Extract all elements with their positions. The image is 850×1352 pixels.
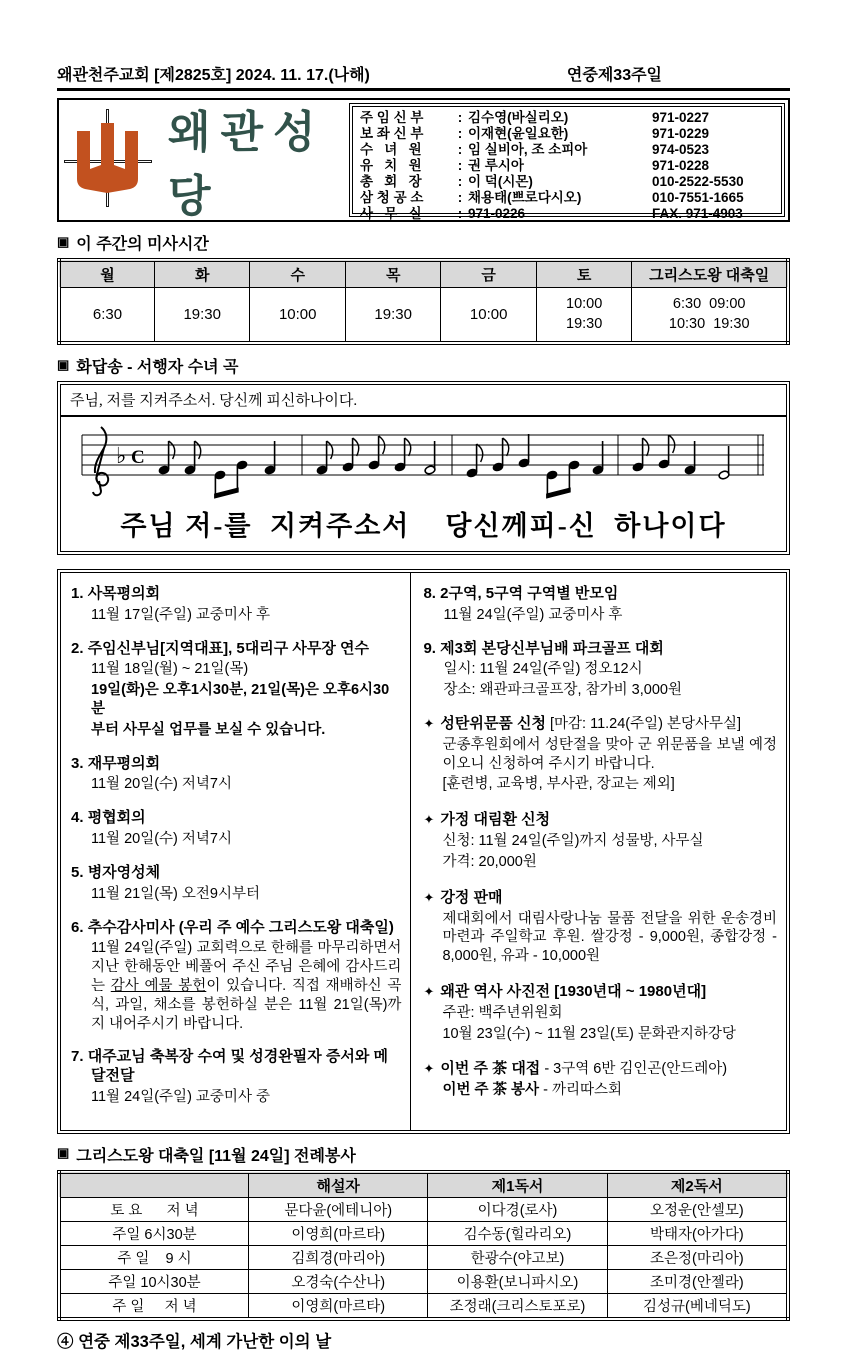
announcement-item-9 [423, 640, 777, 700]
tea-service-label: 이번 주 茶 봉사 [442, 1082, 540, 1099]
feast-time-1: 6:30 09:00 [672, 295, 746, 312]
item-number: 4. [71, 809, 84, 827]
mass-time-label: 토 요 저 녁 [59, 1197, 249, 1221]
feast-time-2: 10:30 19:30 [668, 316, 750, 333]
mass-table-header-row [59, 260, 788, 287]
contact-name: 권 루시아 [468, 157, 524, 173]
notice-bullet-icon: ✦ [423, 716, 435, 732]
crown-shape [77, 123, 138, 193]
mass-time-label: 주 일 저 녁 [59, 1293, 249, 1319]
notice-christmas-gifts [423, 715, 777, 794]
item-line: 11월 20일(수) 저녁7시 [91, 831, 233, 848]
mass-time-wed: 10:00 [250, 287, 345, 343]
contact-phone: 974-0523 [652, 141, 710, 157]
item-body [71, 939, 401, 1033]
contact-phone: 971-0227 [652, 110, 710, 125]
body-text: 11월 24일(주일) 교회력으로 한해를 마무리하면서 지난 한해동안 베풀어 주신 주님 은혜에 감사드리는 [91, 940, 402, 994]
common-time-icon: C [130, 447, 145, 468]
announcement-item-6 [71, 919, 401, 1034]
contact-phone: 010-7551-1665 [652, 189, 744, 205]
contact-name: 채용태(쁘로다시오) [468, 189, 582, 205]
item-line: 11월 18일(월) ~ 21일(목) [91, 661, 249, 678]
mass-time-label: 주일 6시30분 [59, 1221, 249, 1245]
table-row [59, 1269, 788, 1293]
notice-title-text: 성탄위문품 신청 [440, 715, 546, 733]
notice-title-text: 강정 판매 [440, 888, 503, 906]
contact-name: 김수영(바실리오) [468, 110, 569, 125]
item-number: 7. [71, 1048, 84, 1066]
contact-panel [349, 103, 785, 221]
contact-phone: 971-0228 [652, 157, 710, 173]
notice-line: [훈련병, 교육병, 부사관, 장교는 제외] [442, 776, 675, 793]
contact-row [360, 206, 774, 222]
body-text: 이 있습니다. 직접 재배하신 곡식, 과일, 채소를 봉헌하실 분은 11월 21일(목)까지 내어주시기 바랍니다. [91, 977, 402, 1032]
reader1-name: 한광수(야고보) [428, 1245, 607, 1269]
item-line: 11월 20일(수) 저녁7시 [91, 776, 233, 793]
contact-row [360, 190, 774, 206]
contact-label: 보 좌 신 부 [360, 125, 424, 141]
mass-col-fri: 금 [441, 260, 536, 287]
contact-separator: : [457, 189, 463, 205]
mass-time-mon: 6:30 [59, 287, 154, 343]
announcement-item-5 [71, 864, 401, 904]
parish-name: 왜관성당 [168, 108, 326, 221]
treble-clef-icon [93, 427, 108, 495]
table-row [59, 1293, 788, 1319]
mass-time-fri: 10:00 [441, 287, 536, 343]
contact-label: 사 무 실 [360, 205, 422, 221]
psalm-title: 화답송 - 서행자 수녀 곡 [76, 359, 239, 376]
item-number: 2. [71, 639, 84, 657]
notice-photo-exhibition [423, 983, 777, 1043]
announcement-item-1 [71, 585, 401, 625]
parish-header-box [57, 98, 790, 222]
sat-time-2: 19:30 [566, 316, 603, 333]
contact-separator: : [457, 110, 463, 125]
mass-time-sat [536, 287, 631, 343]
item-number: 1. [71, 585, 84, 602]
commentator-name: 문다윤(에테니아) [249, 1197, 428, 1221]
item-title: 사목평의회 [87, 585, 161, 602]
reader2-name: 조은정(마리아) [607, 1245, 788, 1269]
mass-col-thu: 목 [345, 260, 440, 287]
item-line-bold: 19일(화)은 오후1시30분, 21일(목)은 오후6시30분 [91, 682, 390, 718]
announcement-item-4 [71, 809, 401, 849]
bulletin-title: 왜관천주교회 [제2825호] 2024. 11. 17.(나해) [57, 67, 370, 84]
contact-label: 수 녀 원 [360, 141, 422, 157]
contact-name: 971-0226 [468, 205, 526, 221]
mass-schedule-title: 이 주간의 미사시간 [76, 236, 209, 253]
mass-col-tue: 화 [154, 260, 249, 287]
announcement-item-8 [423, 585, 777, 625]
notice-gangjeong-sale [423, 889, 777, 966]
sat-time-1: 10:00 [566, 295, 603, 312]
mass-time-label: 주 일 9 시 [59, 1245, 249, 1269]
contact-row [360, 126, 774, 142]
section-marker-icon: ▣ [57, 1145, 70, 1161]
contact-phone: 010-2522-5530 [652, 173, 744, 189]
item-number: 6. [71, 918, 84, 936]
liturgy-col-reader1: 제1독서 [428, 1172, 607, 1198]
notice-line: 제대회에서 대림사랑나눔 물품 전달을 위한 운송경비 마련과 주일학교 후원. 쌀강정 - 9,000원, 종합강정 - 8,000원, 유과 - 10,000원 [442, 910, 777, 965]
tea-host-label: 이번 주 茶 대접 [440, 1060, 541, 1078]
announcement-item-7 [71, 1048, 401, 1106]
reader1-name: 조정래(크리스토포로) [428, 1293, 607, 1319]
mass-time-tue: 19:30 [154, 287, 249, 343]
announcement-item-3 [71, 755, 401, 795]
contact-name: 임 실비아, 조 소피아 [468, 141, 588, 157]
mass-time-thu: 19:30 [345, 287, 440, 343]
parish-logo [62, 103, 349, 221]
notice-title-text: 왜관 역사 사진전 [1930년대 ~ 1980년대] [440, 983, 707, 1001]
liturgical-week: 연중제33주일 [566, 67, 662, 84]
contact-label: 총 회 장 [360, 173, 422, 189]
reader2-name: 박태자(아가다) [607, 1221, 788, 1245]
liturgy-table [57, 1170, 790, 1321]
body-underlined-text: 감사 예물 봉헌 [110, 977, 207, 994]
item-title: 대주교님 축복장 수여 및 성경완필자 증서와 메달전달 [87, 1048, 389, 1085]
reader2-name: 오정운(안셀모) [607, 1197, 788, 1221]
table-row [59, 1245, 788, 1269]
parish-logo-mark-icon [62, 109, 154, 212]
commentator-name: 오경숙(수산나) [249, 1269, 428, 1293]
tea-service-line [423, 1081, 777, 1100]
item-line-bold: 부터 사무실 업무를 보실 수 있습니다. [91, 721, 326, 738]
commentator-name: 이영희(마르타) [249, 1293, 428, 1319]
tea-service-value: - 까리따스회 [539, 1082, 622, 1099]
masthead [57, 62, 790, 91]
contact-separator: : [457, 141, 463, 157]
item-title: 추수감사미사 (우리 주 예수 그리스도왕 대축일) [87, 918, 394, 936]
liturgy-col-reader2: 제2독서 [607, 1172, 788, 1198]
contact-name: 이재현(윤일요한) [468, 125, 569, 141]
reader2-name: 조미경(안젤라) [607, 1269, 788, 1293]
item-title: 평협회의 [87, 809, 146, 827]
notice-bullet-icon: ✦ [423, 889, 435, 905]
footer-note: ④ 연중 제33주일, 세계 가난한 이의 날 [57, 1332, 332, 1351]
measure-3-notes [466, 434, 604, 498]
table-row [59, 1221, 788, 1245]
mass-time-label: 주일 10시30분 [59, 1269, 249, 1293]
notice-bullet-icon: ✦ [423, 1061, 435, 1077]
announcement-item-2 [71, 640, 401, 740]
contact-separator: : [457, 173, 463, 189]
commentator-name: 이영희(마르타) [249, 1221, 428, 1245]
notice-title-text: 가정 대림환 신청 [440, 811, 551, 829]
notice-line: 10월 23일(수) ~ 11월 23일(토) 문화관지하강당 [442, 1025, 736, 1042]
contact-row [360, 158, 774, 174]
item-number: 3. [71, 754, 84, 772]
item-line: 장소: 왜관파크골프장, 참가비 3,000원 [443, 682, 682, 699]
item-number: 9. [423, 639, 436, 657]
psalm-lyrics: 주님 저-를 지켜주소서 당신께피-신 하나이다 [120, 511, 727, 541]
mass-schedule-heading [57, 231, 790, 254]
item-title: 병자영성체 [87, 863, 161, 881]
notice-advent-wreath [423, 811, 777, 871]
item-number: 8. [423, 585, 436, 602]
notice-bullet-icon: ✦ [423, 812, 435, 828]
commentator-name: 김희경(마리아) [249, 1245, 428, 1269]
contact-row [360, 110, 774, 126]
notice-bullet-icon: ✦ [423, 984, 435, 1000]
reader1-name: 김수동(힐라리오) [428, 1221, 607, 1245]
mass-col-mon: 월 [59, 260, 154, 287]
mass-col-sat: 토 [536, 260, 631, 287]
item-line: 11월 24일(주일) 교중미사 후 [443, 606, 623, 623]
notice-line: 주관: 백주년위원회 [442, 1004, 563, 1021]
item-line: 일시: 11월 24일(주일) 정오12시 [443, 661, 643, 678]
music-staff [61, 417, 786, 504]
notice-line: 가격: 20,000원 [442, 853, 537, 870]
mass-table-times-row [59, 287, 788, 343]
flat-sign-icon: ♭ [115, 444, 126, 469]
measure-1-notes [158, 441, 276, 498]
psalm-response-text: 주님, 저를 지켜주소서. 당신께 피신하나이다. [61, 385, 786, 417]
item-title: 주임신부님[지역대표], 5대리구 사무장 연수 [87, 639, 370, 657]
psalm-heading [57, 354, 790, 377]
item-line: 11월 17일(주일) 교중미사 후 [91, 606, 270, 623]
item-title: 2구역, 5구역 구역별 반모임 [440, 585, 619, 602]
item-title: 재무평의회 [87, 754, 161, 772]
reader1-name: 이용환(보니파시오) [428, 1269, 607, 1293]
section-marker-icon: ▣ [57, 233, 70, 249]
table-row [59, 1197, 788, 1221]
mass-time-feast [632, 287, 788, 343]
notice-tea-service [423, 1060, 777, 1100]
reader2-name: 김성규(베네딕도) [607, 1293, 788, 1319]
contact-separator: : [457, 157, 463, 173]
announcements-left-column [61, 573, 410, 1130]
announcements-right-column [411, 573, 786, 1130]
contact-phone: FAX. 971-4903 [652, 205, 743, 221]
notice-line: 신청: 11월 24일(주일)까지 성물방, 사무실 [442, 833, 704, 850]
liturgy-col-time [59, 1172, 249, 1198]
notice-title-note: [마감: 11.24(주일) 본당사무실] [545, 716, 742, 733]
announcements-box [57, 569, 790, 1134]
contact-name: 이 덕(시몬) [468, 173, 533, 189]
liturgy-header-row [59, 1172, 788, 1198]
contact-label: 주 임 신 부 [360, 110, 424, 125]
tea-host-value: - 3구역 6반 김인곤(안드레아) [540, 1061, 728, 1078]
psalm-box [57, 381, 790, 555]
contact-label: 삼 청 공 소 [360, 189, 424, 205]
contact-label: 유 치 원 [360, 157, 422, 173]
contact-row [360, 142, 774, 158]
mass-schedule-table [57, 258, 790, 345]
item-number: 5. [71, 863, 84, 881]
mass-col-wed: 수 [250, 260, 345, 287]
item-line: 11월 21일(목) 오전9시부터 [91, 885, 261, 902]
mass-col-feast: 그리스도왕 대축일 [632, 260, 788, 287]
liturgy-col-commentator: 해설자 [249, 1172, 428, 1198]
reader1-name: 이다경(로사) [428, 1197, 607, 1221]
liturgy-heading [57, 1143, 790, 1166]
section-marker-icon: ▣ [57, 356, 70, 372]
contact-row [360, 174, 774, 190]
measure-4-notes [632, 435, 730, 480]
liturgy-title: 그리스도왕 대축일 [11월 24일] 전례봉사 [76, 1147, 356, 1165]
contact-phone: 971-0229 [652, 125, 710, 141]
contact-separator: : [457, 125, 463, 141]
item-title: 제3회 본당신부님배 파크골프 대회 [440, 639, 664, 657]
item-line: 11월 24일(주일) 교중미사 중 [91, 1088, 270, 1105]
notice-line: 군종후원회에서 성탄절을 맞아 군 위문품을 보낼 예정이오니 신청하여 주시기 바랍니다. [442, 736, 777, 772]
contact-separator: : [457, 205, 463, 221]
